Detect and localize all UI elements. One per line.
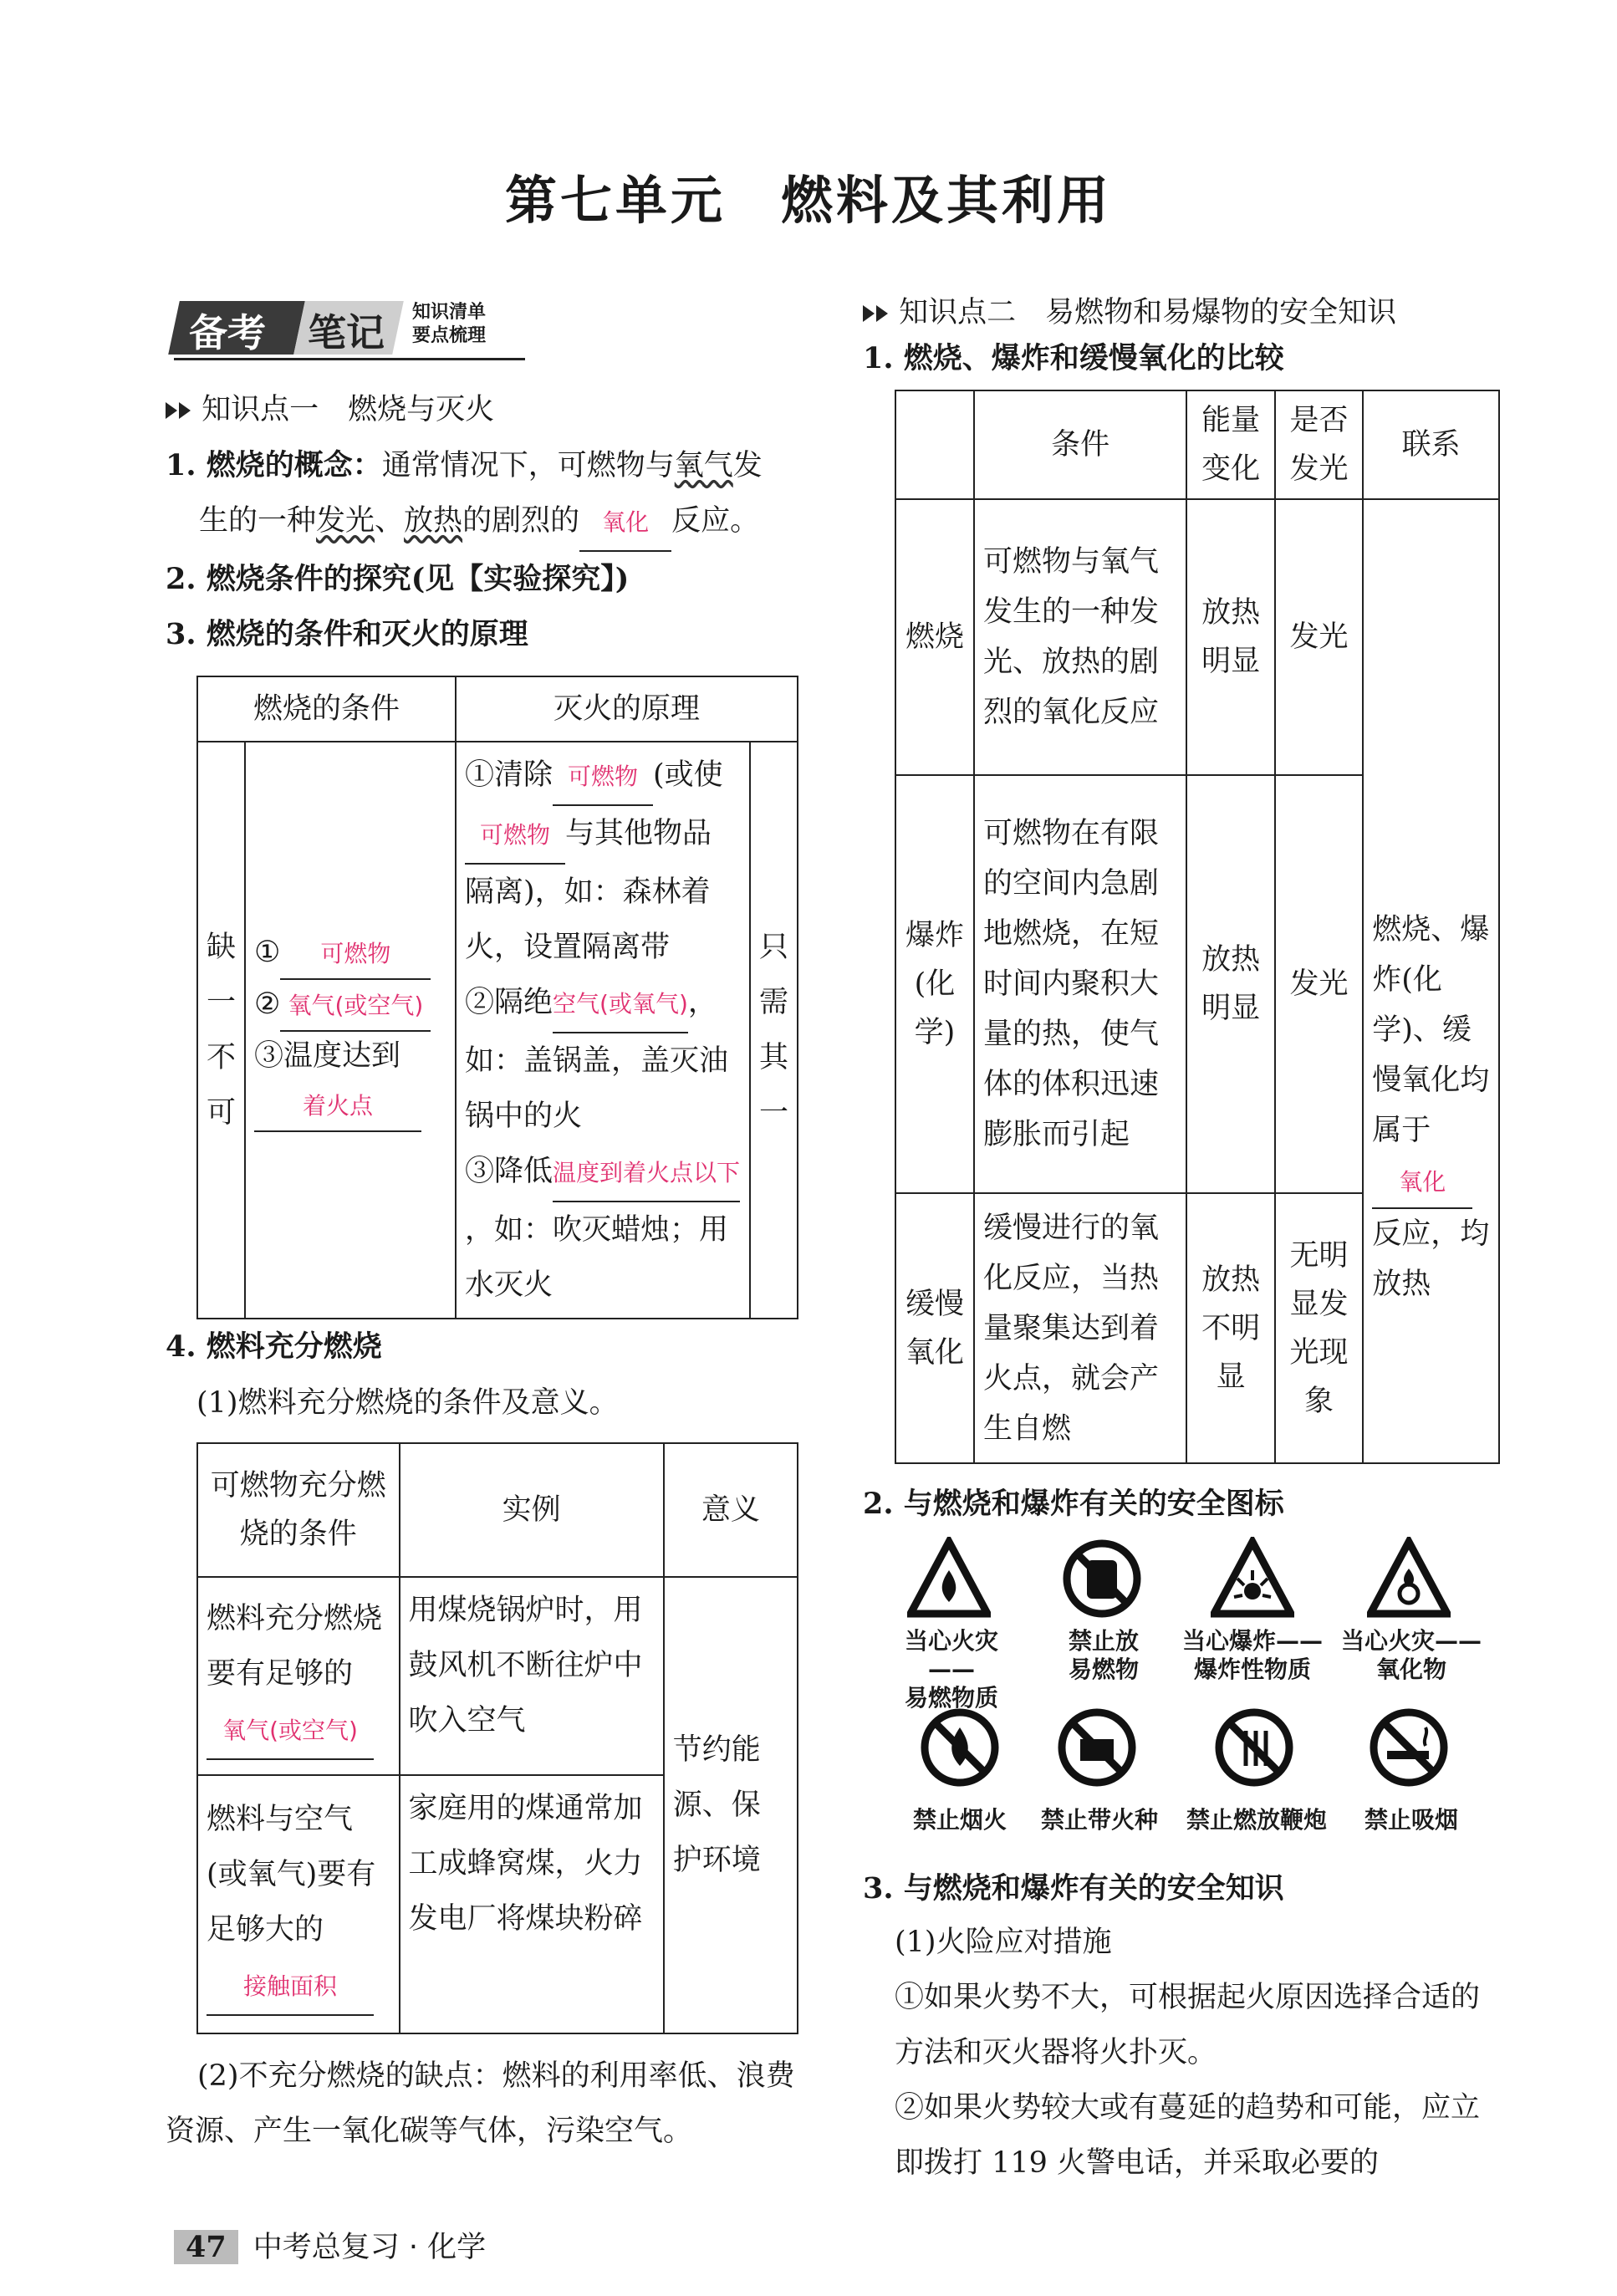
knowledge-point-2: 知识点二 易燃物和易爆物的安全知识 (863, 289, 1396, 331)
icon-caption: 当心爆炸—— 爆炸性物质 (1181, 1627, 1323, 1683)
banner-label: 备考 (189, 310, 266, 355)
paragraph-5: (2)不充分燃烧的缺点：燃料的利用率低、浪费资源、产生一氧化碳等气体，污染空气。 (166, 2059, 795, 2148)
answer-blank: 可燃物 (553, 749, 653, 806)
icon-caption: 禁止吸烟 (1364, 1806, 1458, 1834)
no-matches-icon (1055, 1706, 1139, 1789)
table-full-combustion (196, 1442, 798, 2034)
knowledge-point-1: 知识点一 燃烧与灭火 (166, 386, 494, 428)
table-header: 意义 (664, 1443, 798, 1577)
table-side-label: 只需其一 (750, 742, 798, 1319)
answer-blank: 氧化 (579, 495, 671, 552)
icon-caption: 禁止放 易燃物 (1068, 1627, 1139, 1683)
table-row-label: 缓慢氧化 (895, 1193, 974, 1463)
banner-label-2: 笔记 (308, 310, 385, 355)
flammable-warning-icon (907, 1537, 991, 1620)
right-heading-2: 2. 与燃烧和爆炸有关的安全图标 (863, 1487, 1284, 1521)
answer-blank: 氧气(或空气) (280, 982, 431, 1032)
page-number: 47 (174, 2230, 238, 2264)
right-paragraph-a: ①如果火势不大，可根据起火原因选择合适的方法和灭火器将火扑灭。 (895, 1981, 1481, 2069)
table-cell: 放热不明显 (1186, 1193, 1274, 1463)
arrow-icon (179, 402, 191, 419)
paragraph-4-sub: (1)燃料充分燃烧的条件及意义。 (196, 1386, 619, 1420)
table-cell: 家庭用的煤通常加工成蜂窝煤，火力发电厂将煤块粉碎 (400, 1775, 664, 2033)
table-cell: 可燃物与氧气发生的一种发光、放热的剧烈的氧化反应 (974, 499, 1186, 775)
table-oxidation-comparison (895, 390, 1500, 1464)
oxidizer-warning-icon (1367, 1537, 1451, 1620)
icon-caption: 当心火灾—— 氧化物 (1340, 1627, 1482, 1683)
table-cell: ①清除 可燃物 (或使可燃物 与其他物品隔离)，如：森林着火，设置隔离带 ②隔绝空气(或氧气)，如：盖锅盖，盖灭油锅中的火 ③降低温度到着火点以下，如：吹灭蜡烛；用水灭火 (456, 742, 750, 1319)
table-cell: 无明显发光现象 (1275, 1193, 1363, 1463)
table-cell: 放热明显 (1186, 499, 1274, 775)
answer-blank: 空气(或氧气) (553, 977, 688, 1033)
paragraph-4: 4. 燃料充分燃烧 (166, 1329, 382, 1364)
table-header: 燃烧的条件 (197, 676, 456, 742)
footer-text: 中考总复习 · 化学 (252, 2231, 487, 2264)
table-cell: 燃料充分燃烧要有足够的氧气(或空气) (197, 1577, 400, 1775)
table-cell-link: 燃烧、爆炸(化学)、缓慢氧化均属于氧化反应，均放热 (1363, 499, 1499, 1463)
page-title: 第七单元 燃料及其利用 (504, 170, 1112, 231)
answer-blank: 氧化 (1372, 1157, 1472, 1209)
table-header: 可燃物充分燃烧的条件 (197, 1443, 400, 1577)
icon-caption: 禁止燃放鞭炮 (1186, 1806, 1327, 1834)
table-side-label: 缺一不可 (197, 742, 245, 1319)
right-heading-3: 3. 与燃烧和爆炸有关的安全知识 (863, 1871, 1284, 1906)
table-cell: 发光 (1275, 499, 1363, 775)
table-cell: ① 可燃物 ② 氧气(或空气) ③温度达到 着火点 (245, 742, 456, 1319)
table-header: 能量变化 (1186, 390, 1274, 499)
table-combustion-conditions (196, 676, 798, 1319)
table-header: 条件 (974, 390, 1186, 499)
table-cell: 用煤烧锅炉时，用鼓风机不断往炉中吹入空气 (400, 1577, 664, 1775)
table-row-label: 燃烧 (895, 499, 974, 775)
right-sub-heading: (1)火险应对措施 (895, 1926, 1112, 1959)
table-cell: 燃料与空气(或氧气)要有足够大的接触面积 (197, 1775, 400, 2033)
section-banner (174, 294, 518, 361)
table-cell: 放热明显 (1186, 775, 1274, 1193)
table-cell: 可燃物在有限的空间内急剧地燃烧，在短时间内聚积大量的热，使气体的体积迅速膨胀而引起 (974, 775, 1186, 1193)
icon-caption: 禁止烟火 (912, 1806, 1007, 1834)
no-smoking-icon (1367, 1706, 1451, 1789)
icon-caption: 禁止带火种 (1040, 1806, 1158, 1834)
table-header: 灭火的原理 (456, 676, 798, 742)
table-header: 联系 (1363, 390, 1499, 499)
paragraph-2: 2. 燃烧条件的探究(见【实验探究】) (166, 562, 630, 596)
no-flammables-icon (1060, 1537, 1144, 1620)
answer-blank: 温度到着火点以下 (553, 1145, 740, 1202)
table-cell: 缓慢进行的氧化反应，当热量聚集达到着火点，就会产生自燃 (974, 1193, 1186, 1463)
explosive-warning-icon (1211, 1537, 1294, 1620)
paragraph-combustion-concept: 1. 燃烧的概念：通常情况下，可燃物与氧气发 生的一种发光、放热的剧烈的 氧化 反应。 (166, 438, 809, 552)
right-paragraph-b: ②如果火势较大或有蔓延的趋势和可能，应立即拨打 119 火警电话，并采取必要的 (895, 2091, 1481, 2180)
arrow-icon (166, 402, 177, 419)
icon-caption: 当心火灾—— 易燃物质 (904, 1627, 998, 1712)
table-header: 实例 (400, 1443, 664, 1577)
answer-blank: 着火点 (254, 1082, 421, 1132)
table-cell: 节约能源、保护环境 (664, 1577, 798, 2033)
right-heading-1: 1. 燃烧、爆炸和缓慢氧化的比较 (863, 341, 1284, 375)
banner-subtitle: 知识清单 要点梳理 (412, 302, 487, 346)
table-row-label: 爆炸(化学) (895, 775, 974, 1193)
arrow-icon (876, 305, 888, 322)
answer-blank: 可燃物 (280, 930, 431, 980)
answer-blank: 可燃物 (465, 808, 565, 865)
answer-blank: 接触面积 (207, 1959, 374, 2016)
arrow-icon (863, 305, 875, 322)
page-footer (174, 2224, 486, 2266)
answer-blank: 氧气(或空气) (207, 1703, 374, 1760)
no-fire-icon (918, 1706, 1002, 1789)
table-cell: 发光 (1275, 775, 1363, 1193)
no-fireworks-icon (1212, 1706, 1296, 1789)
table-header: 是否发光 (1275, 390, 1363, 499)
paragraph-3: 3. 燃烧的条件和灭火的原理 (166, 617, 528, 651)
